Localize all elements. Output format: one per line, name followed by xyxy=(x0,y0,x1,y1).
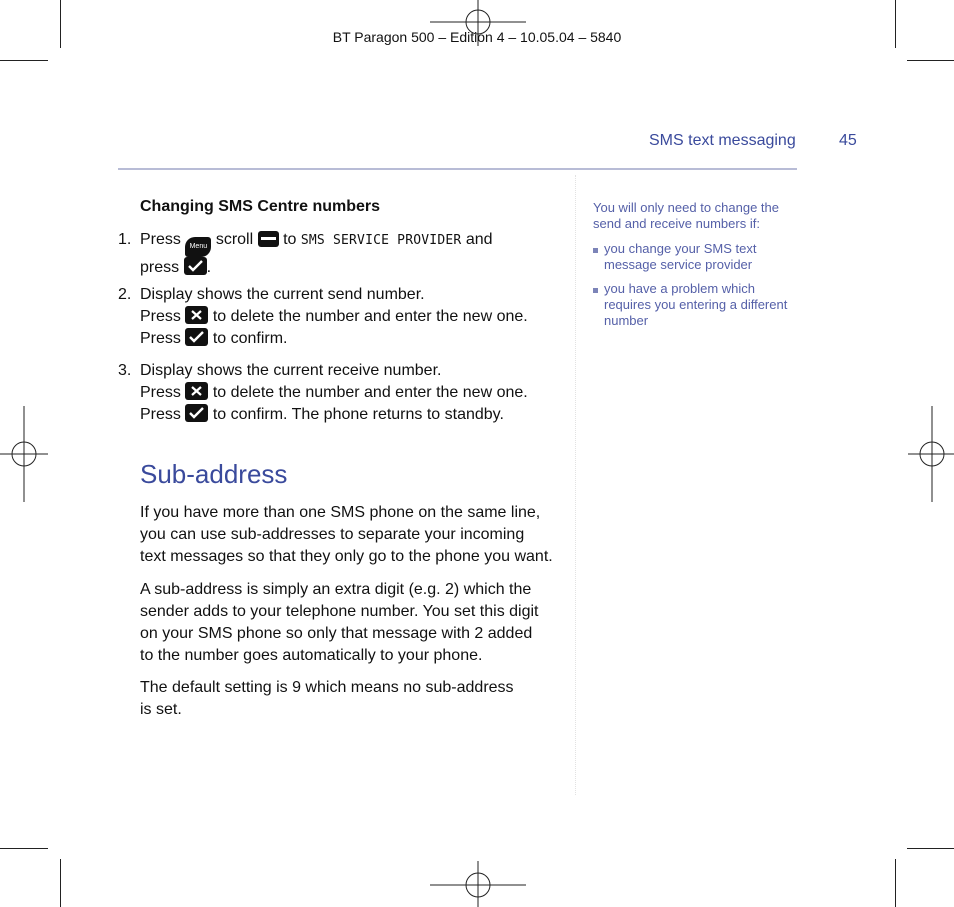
sidebar-bullet xyxy=(593,241,798,273)
paragraph xyxy=(140,579,565,667)
step-text: Press xyxy=(140,384,181,401)
paragraph xyxy=(140,677,565,721)
paragraph xyxy=(140,502,565,568)
step-text: Display shows the current send number. xyxy=(140,286,425,303)
subheading: Changing SMS Centre numbers xyxy=(140,198,381,215)
sidebar-bullet-line: requires you entering a different xyxy=(604,297,788,312)
step-text: . xyxy=(206,259,212,276)
step-text: to xyxy=(283,231,297,248)
crop-mark xyxy=(907,60,954,61)
step-text: and xyxy=(465,231,493,248)
registration-mark-bottom xyxy=(430,859,526,907)
step-text: scroll xyxy=(215,231,254,248)
column-divider xyxy=(575,175,576,795)
step-text: Press xyxy=(140,406,181,423)
registration-mark-right xyxy=(906,406,954,502)
registration-mark-left xyxy=(0,406,48,502)
crop-mark xyxy=(0,60,48,61)
sidebar-intro-line: You will only need to change the xyxy=(593,200,779,215)
crop-mark xyxy=(60,859,61,907)
bullet-square-icon xyxy=(593,248,598,253)
paragraph-line: sender adds to your telephone number. You set this digit xyxy=(140,603,539,620)
sidebar-bullet-line: you have a problem which xyxy=(604,281,756,296)
sidebar-bullet xyxy=(593,281,798,329)
display-text: SMS SERVICE PROVIDER xyxy=(300,233,462,248)
step-number: 2. xyxy=(118,286,132,303)
paragraph-line: on your SMS phone so only that message with 2 added xyxy=(140,625,533,642)
page-number: 45 xyxy=(839,132,857,149)
step-text: to confirm. The phone returns to standby. xyxy=(212,406,504,423)
step-text: Press xyxy=(140,231,181,248)
sidebar-note xyxy=(593,200,798,329)
checkmark-key-icon xyxy=(184,257,207,275)
sidebar-bullet-line: you change your SMS text xyxy=(604,241,757,256)
step-text: Display shows the current receive number. xyxy=(140,362,442,379)
scroll-key-icon xyxy=(258,231,279,247)
paragraph-line: to the number goes automatically to your phone. xyxy=(140,647,483,664)
paragraph-line: The default setting is 9 which means no sub-address xyxy=(140,679,514,696)
step-text: press xyxy=(140,259,180,276)
delete-key-icon xyxy=(185,382,208,400)
sidebar-bullet-line: number xyxy=(604,313,649,328)
print-header: BT Paragon 500 – Edition 4 – 10.05.04 – 5840 xyxy=(332,29,622,45)
step-number: 1. xyxy=(118,231,132,248)
crop-mark xyxy=(907,848,954,849)
crop-mark xyxy=(0,848,48,849)
menu-key-icon: Menu xyxy=(185,237,211,257)
crop-mark xyxy=(895,859,896,907)
header-rule xyxy=(118,168,797,170)
delete-key-icon xyxy=(185,306,208,324)
section-title: SMS text messaging xyxy=(649,132,796,149)
paragraph-line: text messages so that they only go to the phone you want. xyxy=(140,548,553,565)
sidebar-intro-line: send and receive numbers if: xyxy=(593,216,760,231)
checkmark-key-icon xyxy=(185,404,208,422)
paragraph-line: If you have more than one SMS phone on the same line, xyxy=(140,504,541,521)
checkmark-key-icon xyxy=(185,328,208,346)
step-text: to delete the number and enter the new one. xyxy=(212,384,528,401)
sidebar-bullet-line: message service provider xyxy=(604,257,753,272)
step-text: to confirm. xyxy=(212,330,288,347)
bullet-square-icon xyxy=(593,288,598,293)
paragraph-line: is set. xyxy=(140,701,182,718)
step-text: to delete the number and enter the new one. xyxy=(212,308,528,325)
step-text: Press xyxy=(140,330,181,347)
step-number: 3. xyxy=(118,362,132,379)
step-text: Press xyxy=(140,308,181,325)
paragraph-line: you can use sub-addresses to separate your incoming xyxy=(140,526,525,543)
section-heading: Sub-address xyxy=(140,459,288,489)
paragraph-line: A sub-address is simply an extra digit (e.g. 2) which the xyxy=(140,581,532,598)
